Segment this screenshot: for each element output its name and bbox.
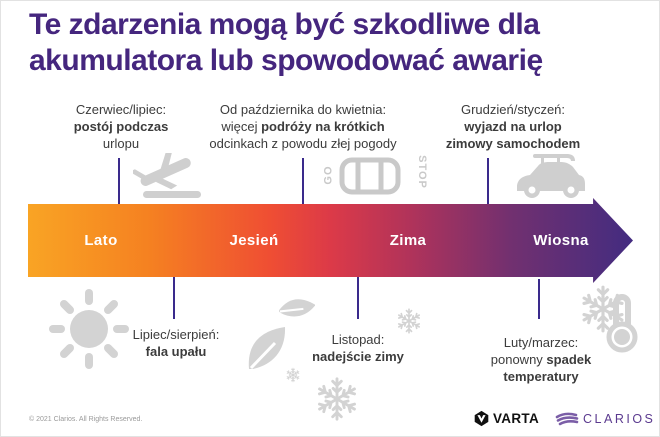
callout-summer-parking — [74, 101, 169, 152]
takeoff-airplane-icon — [133, 153, 209, 199]
snowflake-icon — [395, 307, 423, 335]
clarios-wordmark: CLARIOS — [583, 412, 656, 426]
season-label-spring: Wiosna — [533, 232, 589, 249]
callout-heat-wave — [133, 326, 220, 360]
callout-line: Luty/marzec: — [503, 335, 579, 350]
connector-top-left — [118, 158, 120, 205]
callout-text-bold: spadek — [546, 352, 592, 367]
callout-line: Od października do kwietnia: — [219, 102, 387, 117]
connector-bottom-right — [538, 279, 540, 319]
stop-label: STOP — [415, 155, 428, 189]
callout-winter-arrival — [312, 331, 404, 365]
callout-line: nadejście zimy — [312, 349, 404, 364]
varta-hexagon-icon — [473, 410, 490, 427]
callout-line: urlopu — [102, 136, 140, 151]
page-title — [29, 7, 649, 79]
callout-line: postój podczas — [73, 119, 169, 134]
callout-temperature-drop — [491, 334, 591, 385]
callout-winter-holiday-trip — [446, 101, 580, 152]
connector-top-middle — [302, 158, 304, 205]
callout-line: Czerwiec/lipiec: — [75, 102, 167, 117]
callout-line — [209, 118, 396, 135]
season-label-autumn: Jesień — [229, 232, 279, 249]
snowflake-icon — [285, 367, 301, 383]
season-label-winter: Zima — [389, 232, 427, 249]
copyright-text: © 2021 Clarios. All Rights Reserved. — [29, 416, 143, 423]
callout-text-normal: więcej — [221, 119, 262, 134]
connector-top-right — [487, 158, 489, 205]
car-top-view-icon — [339, 156, 401, 196]
go-label: GO — [322, 165, 335, 185]
car-roof-sled-icon — [513, 151, 587, 201]
callout-line: Listopad: — [331, 332, 385, 347]
callout-line: Lipiec/sierpień: — [132, 327, 220, 342]
callout-line: Grudzień/styczeń: — [460, 102, 566, 117]
leaf-icon — [245, 323, 289, 373]
callout-line: temperatury — [503, 369, 579, 384]
varta-logo — [473, 410, 539, 427]
clarios-logo — [555, 411, 655, 427]
callout-line: zimowy samochodem — [445, 136, 581, 151]
title-line-1: Te zdarzenia mogą być szkodliwe dla — [29, 8, 540, 41]
callout-text-bold: podróży na krótkich — [261, 119, 385, 134]
connector-bottom-left — [173, 277, 175, 319]
clarios-butterfly-icon — [555, 411, 579, 427]
thermometer-icon — [605, 291, 639, 355]
callout-line: fala upału — [145, 344, 207, 359]
callout-line — [491, 351, 591, 368]
varta-wordmark: VARTA — [493, 411, 539, 426]
leaf-icon — [279, 291, 315, 325]
callout-text-normal: ponowny — [490, 352, 547, 367]
snowflake-icon — [313, 375, 361, 423]
sun-icon — [47, 287, 131, 371]
callout-line: odcinkach z powodu złej pogody — [209, 136, 397, 151]
title-line-2: akumulatora lub spowodować awarię — [29, 44, 543, 77]
season-label-summer: Lato — [84, 232, 118, 249]
connector-bottom-middle — [357, 277, 359, 319]
callout-short-trips — [209, 101, 396, 152]
callout-line: wyjazd na urlop — [464, 119, 562, 134]
